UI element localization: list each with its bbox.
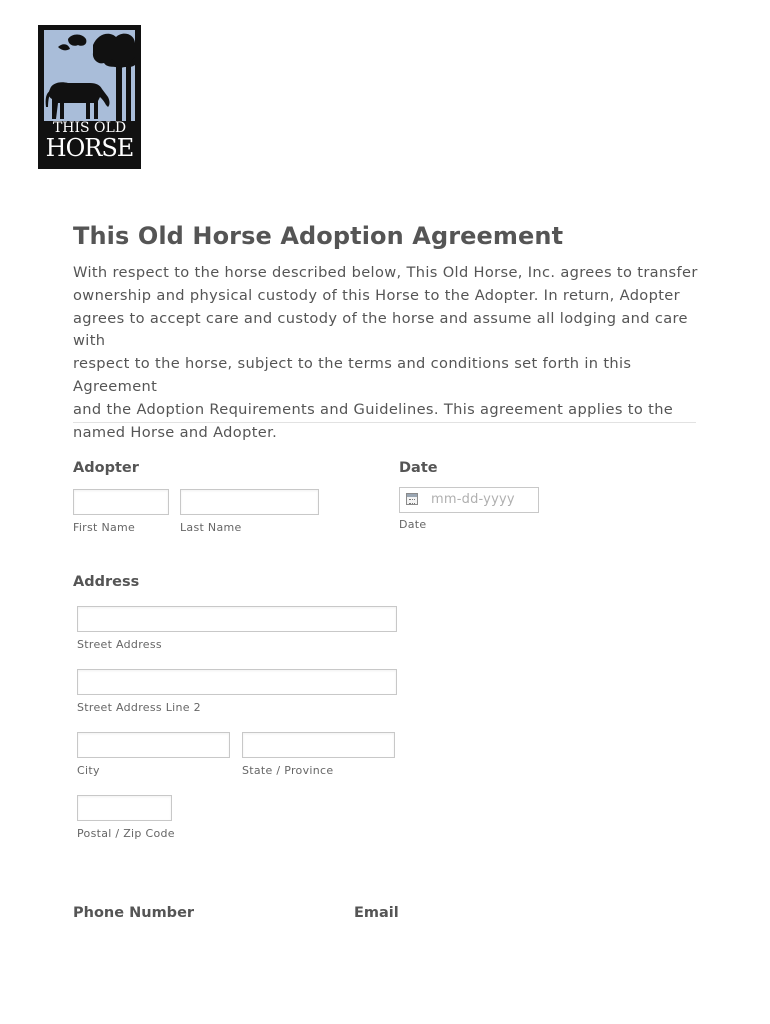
phone-number-label: Phone Number [73, 905, 195, 921]
postal-zip-sublabel: Postal / Zip Code [77, 827, 175, 840]
first-name-input[interactable] [73, 489, 169, 515]
city-sublabel: City [77, 764, 100, 777]
street-address-line2-sublabel: Street Address Line 2 [77, 701, 201, 714]
address-label: Address [73, 574, 140, 590]
first-name-sublabel: First Name [73, 521, 136, 534]
street-address-input[interactable] [77, 606, 397, 632]
last-name-input[interactable] [180, 489, 319, 515]
postal-zip-input[interactable] [77, 795, 172, 821]
this-old-horse-logo [38, 25, 141, 169]
section-divider [73, 422, 696, 423]
logo-text-horse: HORSE [45, 134, 134, 162]
last-name-sublabel: Last Name [180, 521, 242, 534]
state-province-sublabel: State / Province [242, 764, 334, 777]
date-input[interactable] [399, 487, 539, 513]
date-placeholder: mm-dd-yyyy [431, 492, 515, 507]
date-label: Date [399, 460, 438, 476]
intro-paragraph: With respect to the horse described below, This Old Horse, Inc. agrees to transfer ownership and physical custody of this Horse to the Adopter. In return, Adopter agrees to accept care and custody of the horse and assume all lodging and care with respect to the horse, subject to the terms and conditions set forth in this Agreement and the Adoption Requirements and Guidelines. This agreement applies to the named Horse and Adopter. [73, 264, 698, 441]
calendar-icon[interactable] [406, 493, 418, 505]
date-sublabel: Date [399, 518, 427, 531]
logo-text-this-old: THIS OLD [52, 120, 127, 136]
street-address-sublabel: Street Address [77, 638, 162, 651]
page-title: This Old Horse Adoption Agreement [73, 222, 564, 250]
street-address-line2-input[interactable] [77, 669, 397, 695]
email-label: Email [354, 905, 399, 921]
adopter-label: Adopter [73, 460, 139, 476]
city-input[interactable] [77, 732, 230, 758]
state-province-input[interactable] [242, 732, 395, 758]
